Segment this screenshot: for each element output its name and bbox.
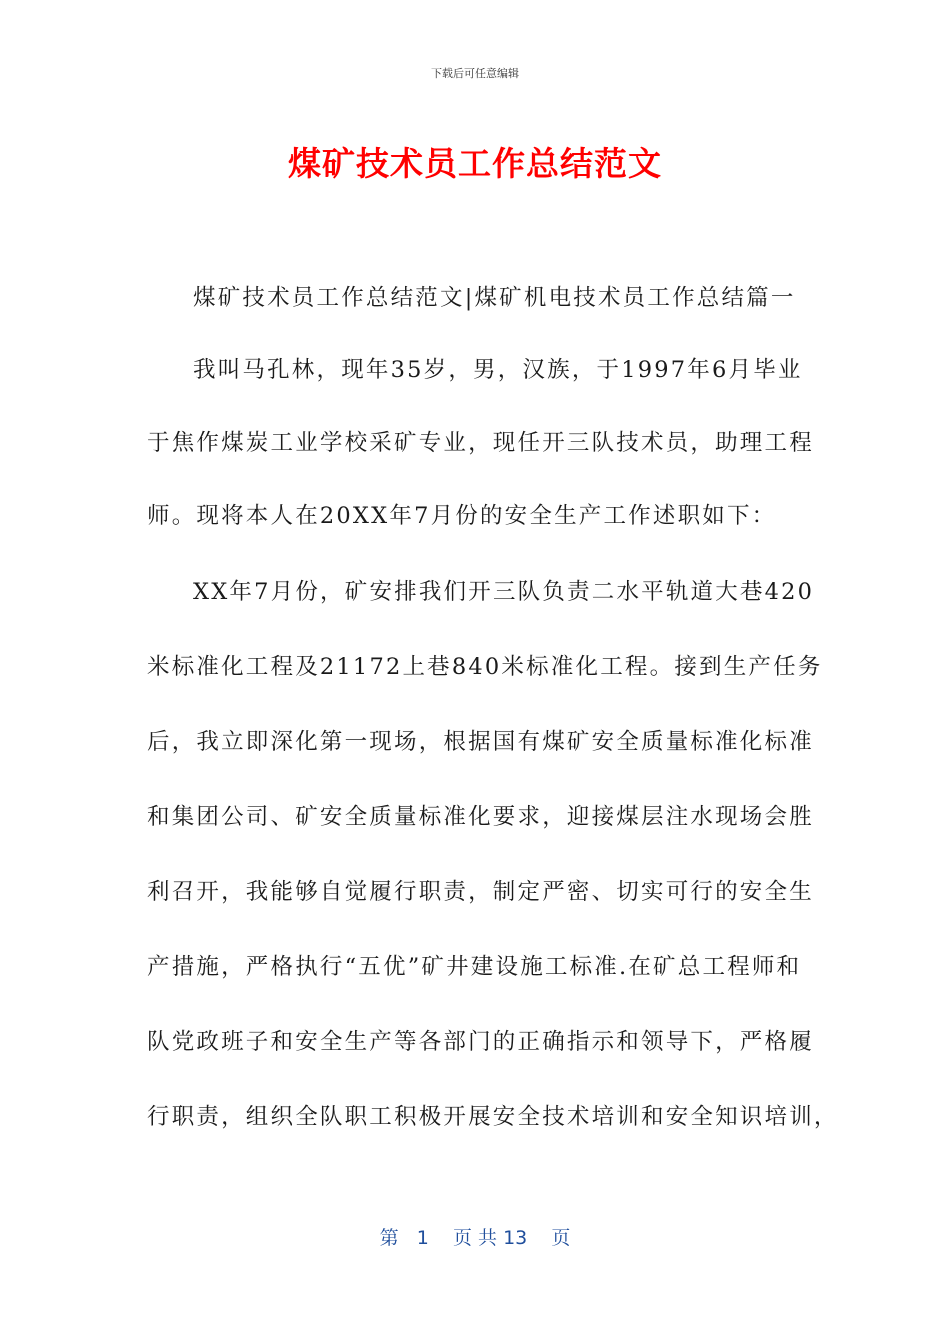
document-title: 煤矿技术员工作总结范文: [288, 144, 662, 183]
body-line: 后，我立即深化第一现场，根据国有煤矿安全质量标准化标准: [147, 729, 814, 755]
page-label-prefix: 第: [379, 1227, 399, 1249]
body-line: 和集团公司、矿安全质量标准化要求，迎接煤层注水现场会胜: [147, 804, 814, 830]
body-line: 队党政班子和安全生产等各部门的正确指示和领导下，严格履: [147, 1029, 814, 1055]
body-line: 煤矿技术员工作总结范文|煤矿机电技术员工作总结篇一: [193, 285, 796, 311]
page-label-mid: 页 共: [452, 1227, 498, 1249]
body-line: 于焦作煤炭工业学校采矿专业，现任开三队技术员，助理工程: [147, 430, 814, 456]
body-line: 师。现将本人在20XX年7月份的安全生产工作述职如下：: [147, 503, 777, 529]
body-line: 米标准化工程及21172上巷840米标准化工程。接到生产任务: [147, 654, 823, 680]
body-line: 行职责，组织全队职工积极开展安全技术培训和安全知识培训，: [147, 1104, 839, 1130]
header-note: 下载后可任意编辑: [431, 67, 519, 80]
page-label-suffix: 页: [551, 1227, 571, 1249]
body-line: XX年7月份，矿安排我们开三队负责二水平轨道大巷420: [193, 579, 815, 605]
total-pages-number: 13: [503, 1227, 528, 1249]
body-line: 我叫马孔林，现年35岁，男，汉族，于1997年6月毕业: [193, 357, 803, 383]
current-page-number: 1: [416, 1227, 429, 1249]
page-footer: [0, 1224, 950, 1252]
body-line: 产措施，严格执行“五优”矿井建设施工标准.在矿总工程师和: [147, 954, 802, 980]
body-line: 利召开，我能够自觉履行职责，制定严密、切实可行的安全生: [147, 879, 814, 905]
